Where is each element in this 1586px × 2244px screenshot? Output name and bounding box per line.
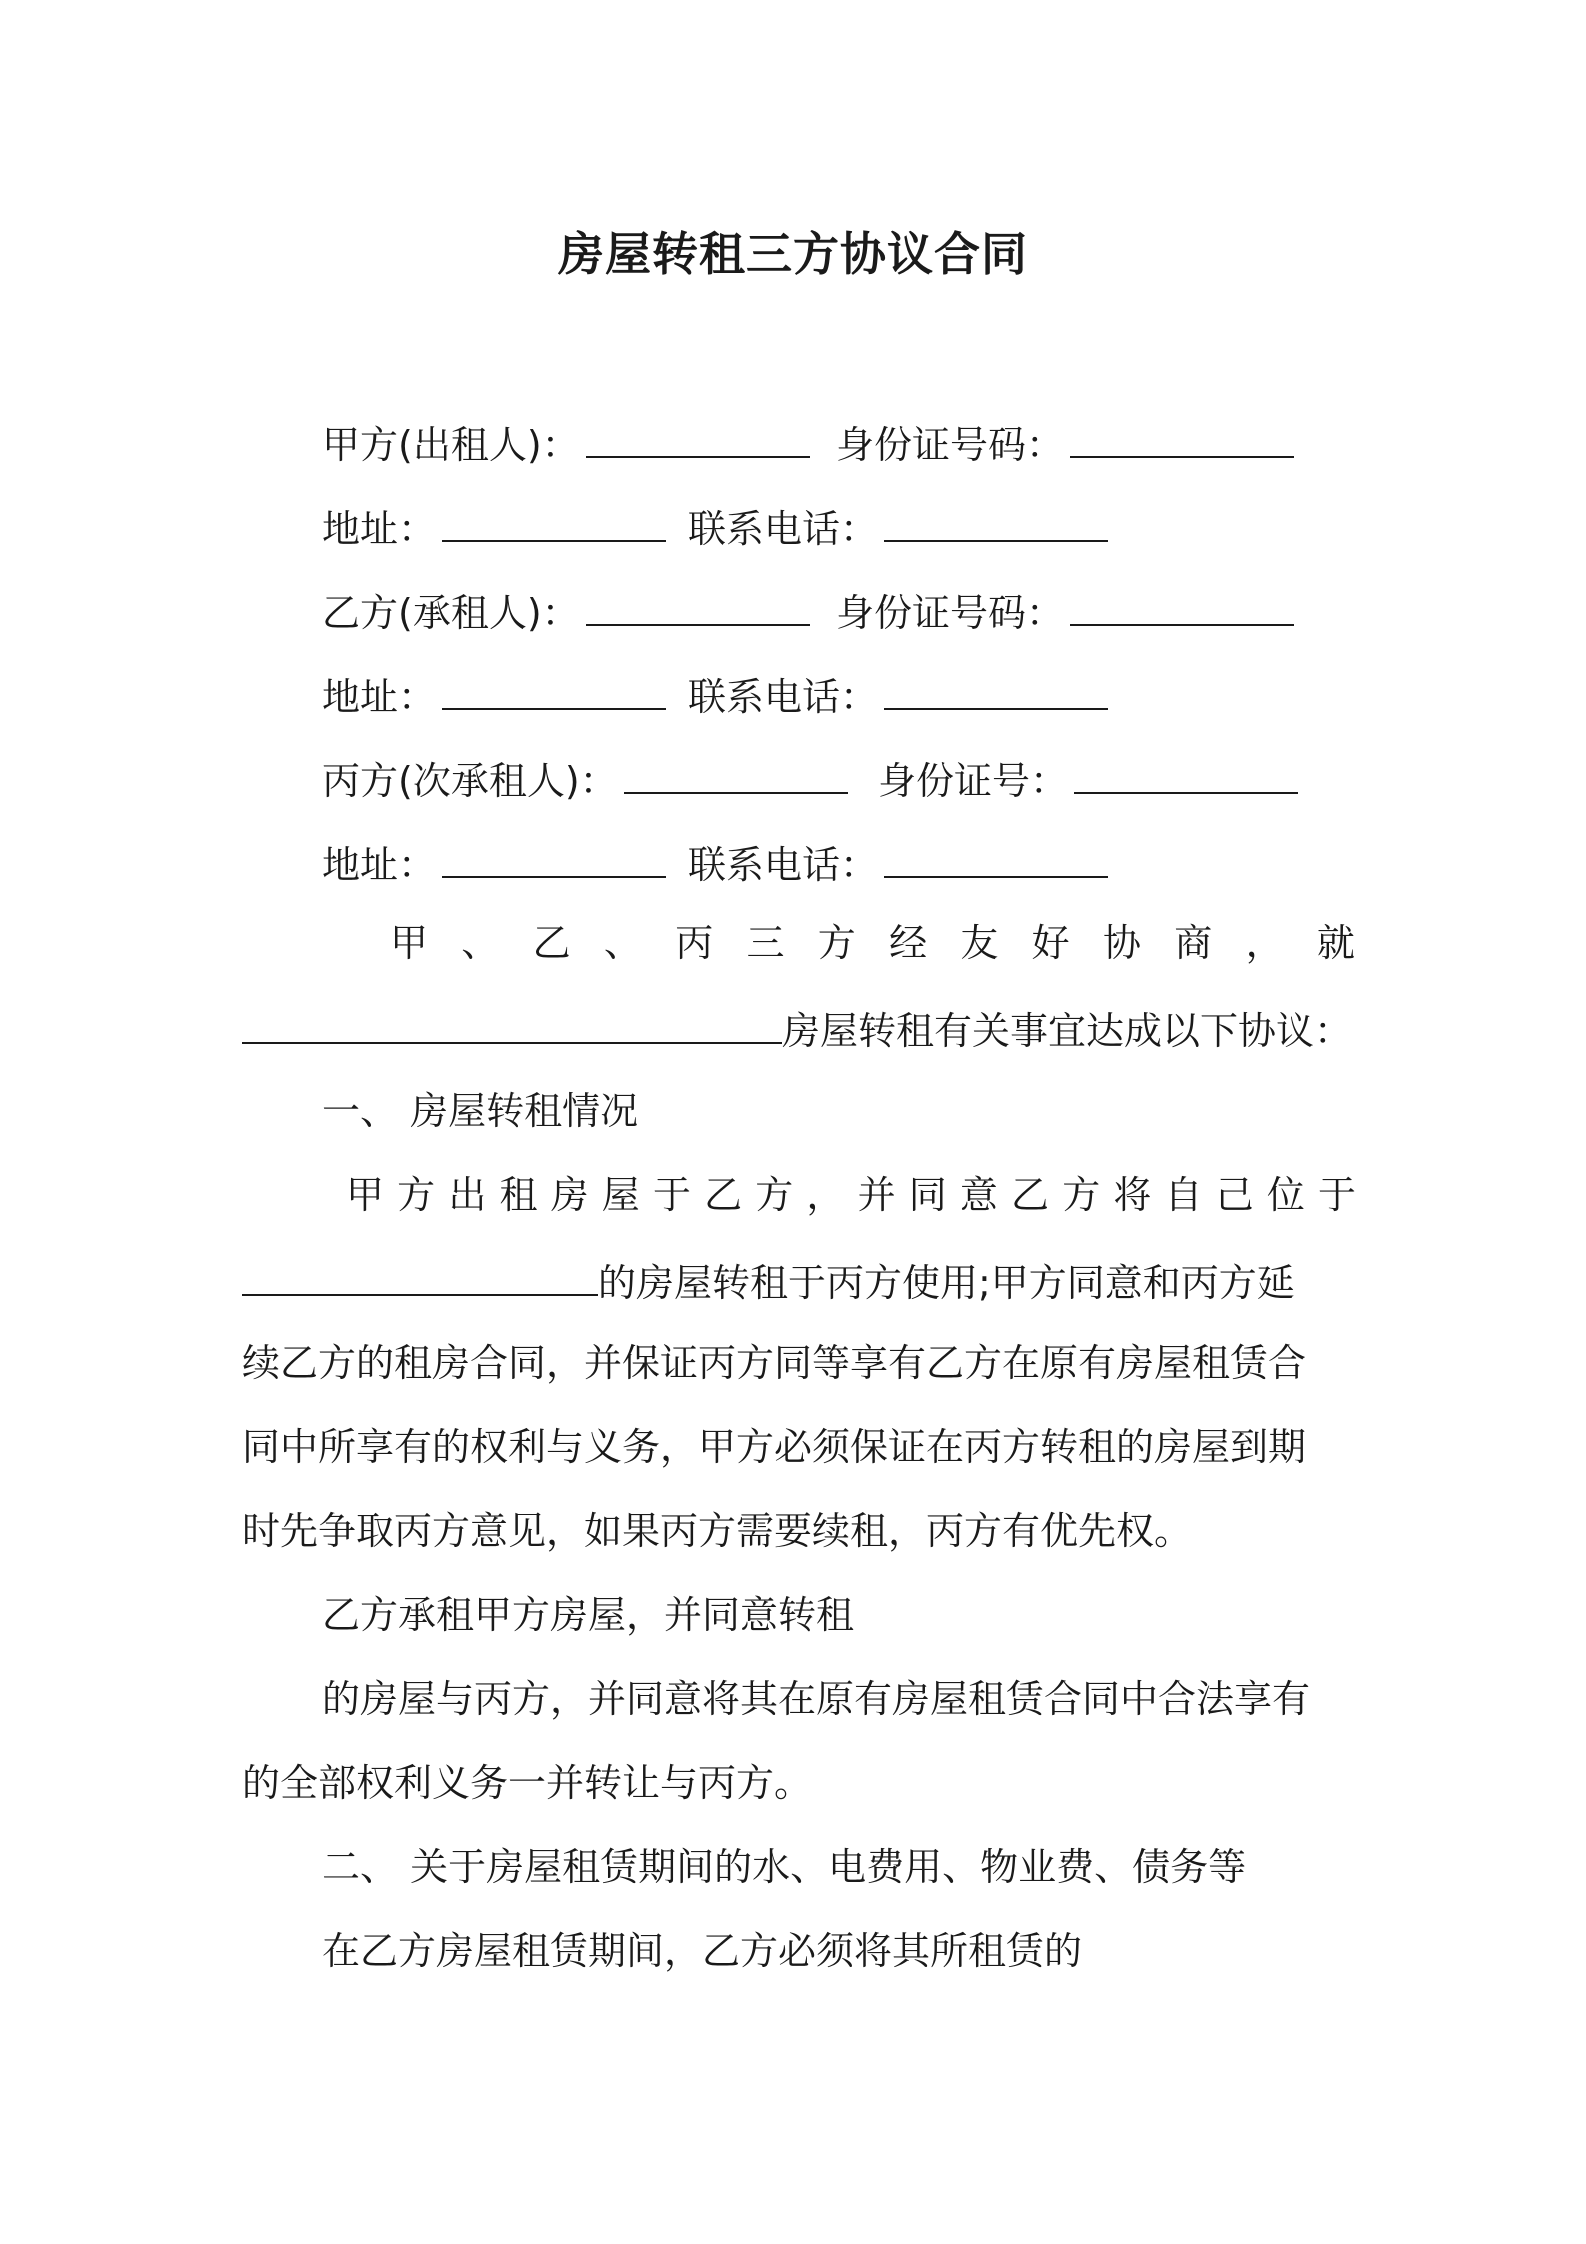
party-b-address-blank	[442, 668, 666, 710]
party-c-name-blank	[624, 752, 848, 794]
party-b-name-field	[322, 584, 810, 638]
party-c-address-blank	[442, 836, 666, 878]
party-a-name-field	[322, 416, 810, 470]
section-1-p1-line-1-char: 意	[959, 1173, 998, 1217]
party-c-phone-field	[688, 836, 1108, 890]
party-c-phone-label: 联系电话：	[688, 843, 879, 887]
section-1-p2-line-2: 的房屋与丙方，并同意将其在原有房屋租赁合同中合法享有	[322, 1677, 1311, 1721]
intro-line-1-char: 丙	[675, 921, 714, 965]
party-c-address-field	[322, 836, 666, 890]
party-c-phone-blank	[884, 836, 1108, 878]
intro-line-1-char: 协	[1102, 921, 1141, 965]
intro-line-1-char: 商	[1174, 921, 1213, 965]
intro-line-1-char: 甲	[390, 921, 429, 965]
section-1-p1-line-2-text: 的房屋转租于丙方使用;甲方同意和丙方延	[598, 1261, 1295, 1305]
party-a-name-blank	[586, 416, 810, 458]
section-1-p1-line-1-char: ，	[806, 1173, 845, 1217]
party-c-id-field	[878, 752, 1298, 806]
section-1-p1-line-1	[346, 1170, 1356, 1220]
section-1-p1-line-1-char: 方	[755, 1173, 794, 1217]
party-c-id-label: 身份证号：	[878, 759, 1069, 803]
party-c-name-label: 丙方(次承租人)：	[322, 759, 618, 803]
intro-line-1	[390, 918, 1355, 968]
party-a-id-blank	[1070, 416, 1294, 458]
section-1-p2-line-1: 乙方承租甲方房屋，并同意转租	[322, 1593, 855, 1637]
section-1-p1-line-1-char: 于	[652, 1173, 691, 1217]
party-a-phone-field	[688, 500, 1108, 554]
party-b-phone-label: 联系电话：	[688, 675, 879, 719]
party-b-address-label: 地址：	[322, 675, 437, 719]
intro-line-2-text: 房屋转租有关事宜达成以下协议：	[782, 1009, 1353, 1053]
intro-line-1-char: ，	[1245, 921, 1284, 965]
intro-line-1-char: 友	[960, 921, 999, 965]
intro-line-1-char: 三	[746, 921, 785, 965]
section-1-location-blank	[242, 1254, 598, 1296]
intro-blank	[242, 1002, 782, 1044]
section-1-p1-line-3: 续乙方的租房合同，并保证丙方同等享有乙方在原有房屋租赁合	[242, 1341, 1307, 1385]
section-1-p1-line-1-char: 于	[1317, 1173, 1356, 1217]
party-b-id-field	[836, 584, 1294, 638]
document-title: 房屋转租三方协议合同	[558, 227, 1028, 281]
intro-line-1-char: 经	[889, 921, 928, 965]
party-c-id-blank	[1074, 752, 1298, 794]
section-1-p1-line-1-char: 房	[550, 1173, 589, 1217]
section-1-p2-line-3: 的全部权利义务一并转让与丙方。	[242, 1761, 813, 1805]
section-1-p1-line-1-char: 租	[499, 1173, 538, 1217]
party-b-name-label: 乙方(承租人)：	[322, 591, 580, 635]
party-a-phone-label: 联系电话：	[688, 507, 879, 551]
intro-line-1-char: 、	[603, 921, 642, 965]
party-b-id-label: 身份证号码：	[836, 591, 1065, 635]
section-1-p1-line-5: 时先争取丙方意见，如果丙方需要续租，丙方有优先权。	[242, 1509, 1193, 1553]
section-1-p1-line-1-char: 乙	[704, 1173, 743, 1217]
section-1-p1-line-4: 同中所享有的权利与义务，甲方必须保证在丙方转租的房屋到期	[242, 1425, 1307, 1469]
section-1-p1-line-1-char: 方	[397, 1173, 436, 1217]
section-1-p1-line-1-char: 同	[908, 1173, 947, 1217]
intro-line-2	[242, 1002, 1352, 1056]
party-a-address-blank	[442, 500, 666, 542]
section-1-p1-line-1-char: 自	[1164, 1173, 1203, 1217]
section-1-p1-line-1-char: 将	[1113, 1173, 1152, 1217]
section-1-p1-line-1-char: 位	[1266, 1173, 1305, 1217]
party-a-name-label: 甲方(出租人)：	[322, 423, 580, 467]
party-c-name-field	[322, 752, 848, 806]
section-1-p1-line-1-char: 乙	[1011, 1173, 1050, 1217]
party-a-address-label: 地址：	[322, 507, 437, 551]
section-1-p1-line-1-char: 屋	[601, 1173, 640, 1217]
party-b-phone-field	[688, 668, 1108, 722]
section-1-p1-line-1-char: 己	[1215, 1173, 1254, 1217]
party-b-phone-blank	[884, 668, 1108, 710]
section-2-heading: 二、 关于房屋租赁期间的水、电费用、物业费、债务等	[322, 1845, 1247, 1889]
party-b-address-field	[322, 668, 666, 722]
section-1-p1-line-1-char: 并	[857, 1173, 896, 1217]
party-a-address-field	[322, 500, 666, 554]
party-a-phone-blank	[884, 500, 1108, 542]
party-b-name-blank	[586, 584, 810, 626]
section-1-p1-line-2	[242, 1254, 1295, 1308]
party-a-id-label: 身份证号码：	[836, 423, 1065, 467]
intro-line-1-char: 就	[1316, 921, 1355, 965]
party-a-id-field	[836, 416, 1294, 470]
section-1-heading: 一、 房屋转租情况	[322, 1089, 639, 1133]
section-1-p1-line-1-char: 方	[1062, 1173, 1101, 1217]
section-1-p1-line-1-char: 出	[448, 1173, 487, 1217]
section-1-p1-line-1-char: 甲	[346, 1173, 385, 1217]
party-c-address-label: 地址：	[322, 843, 437, 887]
intro-line-1-char: 乙	[532, 921, 571, 965]
party-b-id-blank	[1070, 584, 1294, 626]
intro-line-1-char: 、	[461, 921, 500, 965]
intro-line-1-char: 方	[817, 921, 856, 965]
section-2-p1-line-1: 在乙方房屋租赁期间，乙方必须将其所租赁的	[322, 1929, 1083, 1973]
intro-line-1-char: 好	[1031, 921, 1070, 965]
